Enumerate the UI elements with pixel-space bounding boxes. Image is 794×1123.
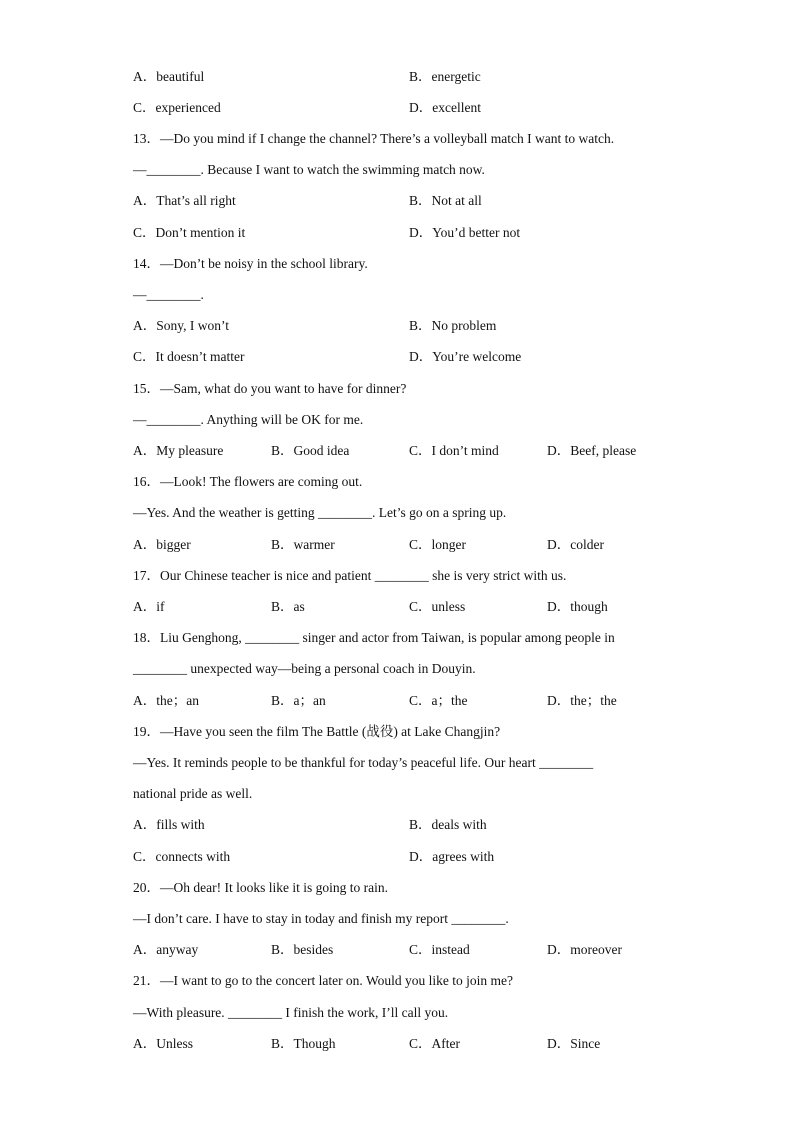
q19-option-a[interactable]: A．fills with (133, 817, 205, 832)
q19-option-c[interactable]: C．connects with (133, 849, 231, 864)
q19-option-d[interactable]: D．agrees with (409, 849, 495, 864)
q19-option-b[interactable]: B．deals with (409, 817, 487, 832)
q13-option-a[interactable]: A．That’s all right (133, 193, 236, 208)
q15-stem: 15．—Sam, what do you want to have for dinner? (133, 381, 407, 396)
q16-option-b[interactable]: B．warmer (271, 537, 335, 552)
q15-option-b[interactable]: B．Good idea (271, 443, 350, 458)
q13-option-d[interactable]: D．You’d better not (409, 225, 521, 240)
q15-option-a[interactable]: A．My pleasure (133, 443, 224, 458)
q14-response: —________. (133, 287, 204, 302)
q12-option-d[interactable]: D．excellent (409, 100, 481, 115)
q20-option-c[interactable]: C．instead (409, 942, 470, 957)
q12-option-b[interactable]: B．energetic (409, 69, 481, 84)
q16-response: —Yes. And the weather is getting ________. Let’s go on a spring up. (133, 505, 507, 520)
q21-option-a[interactable]: A．Unless (133, 1036, 193, 1051)
q12-option-c[interactable]: C．experienced (133, 100, 221, 115)
q18-stem: 18．Liu Genghong, ________ singer and actor from Taiwan, is popular among people in (133, 630, 615, 645)
q17-option-a[interactable]: A．if (133, 599, 165, 614)
q18-option-c[interactable]: C．a；the (409, 693, 468, 708)
q16-stem: 16．—Look! The flowers are coming out. (133, 474, 363, 489)
q18-option-a[interactable]: A．the；an (133, 693, 199, 708)
q16-option-a[interactable]: A．bigger (133, 537, 191, 552)
q18-option-b[interactable]: B．a；an (271, 693, 326, 708)
q12-option-a[interactable]: A．beautiful (133, 69, 205, 84)
q18-option-d[interactable]: D．the；the (547, 693, 617, 708)
q21-response: —With pleasure. ________ I finish the work, I’ll call you. (133, 1005, 449, 1020)
q17-stem: 17．Our Chinese teacher is nice and patient ________ she is very strict with us. (133, 568, 567, 583)
q17-option-c[interactable]: C．unless (409, 599, 466, 614)
q19-response: —Yes. It reminds people to be thankful for today’s peaceful life. Our heart ________ (133, 755, 594, 770)
q14-option-a[interactable]: A．Sony, I won’t (133, 318, 230, 333)
q19-response-continued: national pride as well. (133, 786, 253, 801)
q21-option-b[interactable]: B．Though (271, 1036, 336, 1051)
q18-stem-continued: ________ unexpected way—being a personal coach in Douyin. (133, 661, 476, 676)
q13-response: —________. Because I want to watch the swimming match now. (133, 162, 485, 177)
q14-stem: 14．—Don’t be noisy in the school library. (133, 256, 368, 271)
q14-option-b[interactable]: B．No problem (409, 318, 497, 333)
q21-option-d[interactable]: D．Since (547, 1036, 601, 1051)
q15-response: —________. Anything will be OK for me. (133, 412, 364, 427)
q20-option-d[interactable]: D．moreover (547, 942, 622, 957)
q17-option-b[interactable]: B．as (271, 599, 305, 614)
q20-option-a[interactable]: A．anyway (133, 942, 199, 957)
q14-option-d[interactable]: D．You’re welcome (409, 349, 522, 364)
q15-option-c[interactable]: C．I don’t mind (409, 443, 499, 458)
q15-option-d[interactable]: D．Beef, please (547, 443, 637, 458)
q17-option-d[interactable]: D．though (547, 599, 608, 614)
q20-option-b[interactable]: B．besides (271, 942, 334, 957)
q19-stem: 19．—Have you seen the film The Battle (战役) at Lake Changjin? (133, 724, 501, 739)
q13-stem: 13．—Do you mind if I change the channel? There’s a volleyball match I want to watch. (133, 131, 615, 146)
q20-stem: 20．—Oh dear! It looks like it is going to rain. (133, 880, 388, 895)
q13-option-c[interactable]: C．Don’t mention it (133, 225, 246, 240)
q14-option-c[interactable]: C．It doesn’t matter (133, 349, 245, 364)
q16-option-d[interactable]: D．colder (547, 537, 604, 552)
q13-option-b[interactable]: B．Not at all (409, 193, 482, 208)
q16-option-c[interactable]: C．longer (409, 537, 466, 552)
q21-option-c[interactable]: C．After (409, 1036, 460, 1051)
q20-response: —I don’t care. I have to stay in today and finish my report ________. (133, 911, 509, 926)
q21-stem: 21．—I want to go to the concert later on. Would you like to join me? (133, 973, 513, 988)
